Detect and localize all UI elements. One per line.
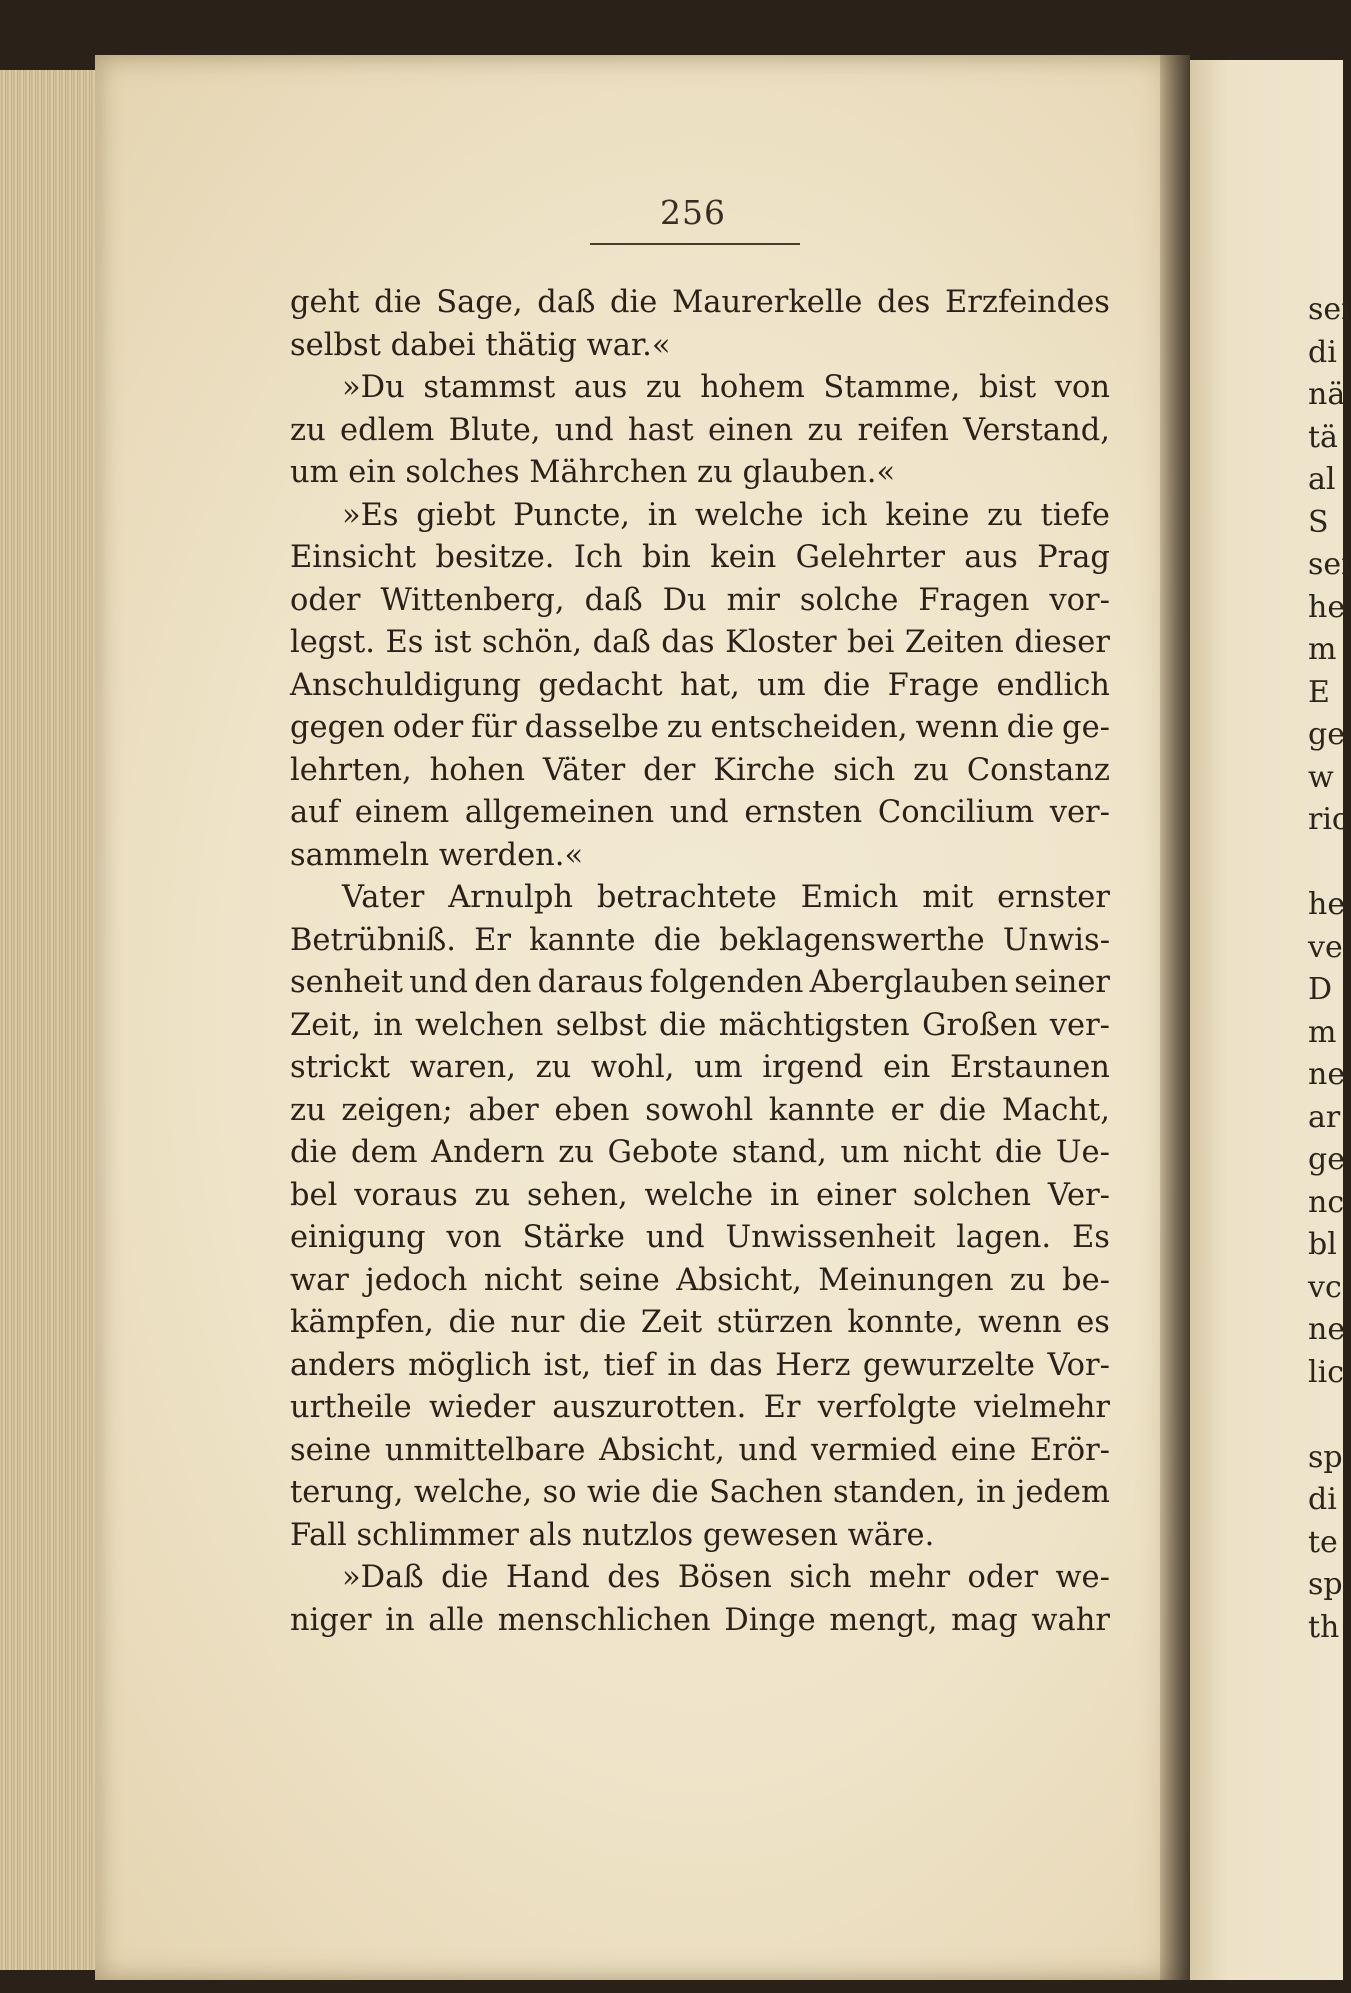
right-page-fragment: nc (1308, 1184, 1345, 1220)
right-page-fragment: sei (1308, 547, 1351, 582)
text-line: selbst dabei thätig war.« (290, 327, 671, 363)
right-page-fragment: w (1308, 759, 1334, 795)
right-page-fragment: ge (1308, 717, 1345, 752)
right-page-fragment: ge (1308, 1142, 1345, 1177)
right-page-fragment: bl (1308, 1227, 1337, 1262)
text-line: Vater Arnulph betrachtete Emich mit ernster (342, 880, 1110, 915)
right-page-fragment: th (1308, 1609, 1340, 1645)
right-page-fragment: al (1308, 462, 1336, 497)
text-line: Einsicht besitze. Ich bin kein Gelehrter aus Prag (290, 540, 1110, 575)
right-page-fragment: m (1308, 1014, 1337, 1050)
right-page-fragment: m (1308, 632, 1337, 667)
text-line: die dem Andern zu Gebote stand, um nicht die Ue- (290, 1135, 1110, 1170)
right-page-fragment: di (1308, 1482, 1337, 1517)
body-text (290, 282, 1110, 1642)
right-page-fragment: ne (1308, 1057, 1346, 1092)
right-page-fragment: E (1308, 674, 1330, 710)
header-rule (590, 243, 800, 245)
text-line: senheit und den daraus folgenden Aberglauben seiner (290, 965, 1110, 1000)
book-gutter (1160, 55, 1190, 1980)
text-line: legst. Es ist schön, daß das Kloster bei Zeiten dieser (290, 625, 1110, 660)
right-page-fragment: lic (1308, 1354, 1344, 1390)
text-line: um ein solches Mährchen zu glauben.« (290, 455, 896, 490)
page-number: 256 (660, 193, 726, 232)
text-line: Betrübniß. Er kannte die beklagenswerthe Unwis- (290, 922, 1110, 958)
text-line: Fall schlimmer als nutzlos gewesen wäre. (290, 1517, 935, 1553)
text-line: lehrten, hohen Väter der Kirche sich zu Constanz (290, 752, 1110, 788)
text-line: kämpfen, die nur die Zeit stürzen konnte, wenn es (290, 1305, 1110, 1340)
right-page-fragment: ve (1308, 929, 1343, 965)
right-page-fragment: sp (1308, 1567, 1343, 1602)
text-line: auf einem allgemeinen und ernsten Concilium ver- (290, 795, 1110, 830)
page-edges (0, 70, 110, 1970)
text-line: Zeit, in welchen selbst die mächtigsten Großen ver- (290, 1007, 1110, 1043)
text-line: »Du stammst aus zu hohem Stamme, bist von (342, 370, 1110, 405)
text-line: Anschuldigung gedacht hat, um die Frage endlich (290, 667, 1110, 703)
text-line: urtheile wieder auszurotten. Er verfolgte vielmehr (290, 1390, 1110, 1425)
text-line: zu edlem Blute, und hast einen zu reifen Verstand, (290, 412, 1110, 448)
text-line: zu zeigen; aber eben sowohl kannte er die Macht, (290, 1092, 1110, 1128)
text-line: oder Wittenberg, daß Du mir solche Fragen vor- (290, 582, 1110, 618)
right-page-fragment: he (1308, 589, 1346, 625)
right-page-fragment: di (1308, 334, 1337, 370)
text-line: bel voraus zu sehen, welche in einer solchen Ver- (290, 1177, 1110, 1213)
text-line: gegen oder für dasselbe zu entscheiden, wenn die ge- (290, 710, 1110, 745)
right-page-fragment: tä (1308, 419, 1338, 455)
right-page-fragment: ar (1308, 1099, 1341, 1135)
text-line: niger in alle menschlichen Dinge mengt, mag wahr (290, 1602, 1110, 1638)
right-page-fragment: te (1308, 1524, 1338, 1560)
text-line: »Es giebt Puncte, in welche ich keine zu tiefe (342, 497, 1110, 533)
text-line: »Daß die Hand des Bösen sich mehr oder we- (342, 1560, 1110, 1595)
right-page-fragment: sp (1308, 1439, 1343, 1475)
text-line: anders möglich ist, tief in das Herz gewurzelte Vor- (290, 1347, 1110, 1383)
right-page-fragment: vc (1308, 1269, 1342, 1305)
text-line: sammeln werden.« (290, 837, 584, 873)
right-page-edge (1190, 60, 1351, 1980)
text-line: war jedoch nicht seine Absicht, Meinungen zu be- (290, 1262, 1110, 1298)
right-page-fragment: S (1308, 504, 1329, 540)
right-page-fragment: he (1308, 887, 1346, 922)
text-line: strickt waren, zu wohl, um irgend ein Erstaunen (290, 1050, 1110, 1085)
text-line: terung, welche, so wie die Sachen standen, in jedem (290, 1475, 1110, 1510)
right-page-fragment: nä (1308, 377, 1346, 412)
text-line: seine unmittelbare Absicht, und vermied eine Erör- (290, 1432, 1110, 1468)
text-line: geht die Sage, daß die Maurerkelle des Erzfeindes (290, 285, 1110, 320)
right-page-fragment: ric (1308, 802, 1349, 837)
right-page-fragment: ne (1308, 1312, 1346, 1347)
right-page-fragment: D (1308, 972, 1333, 1007)
right-page-fragment: sei (1308, 292, 1351, 327)
text-line: einigung von Stärke und Unwissenheit lagen. Es (290, 1220, 1110, 1255)
